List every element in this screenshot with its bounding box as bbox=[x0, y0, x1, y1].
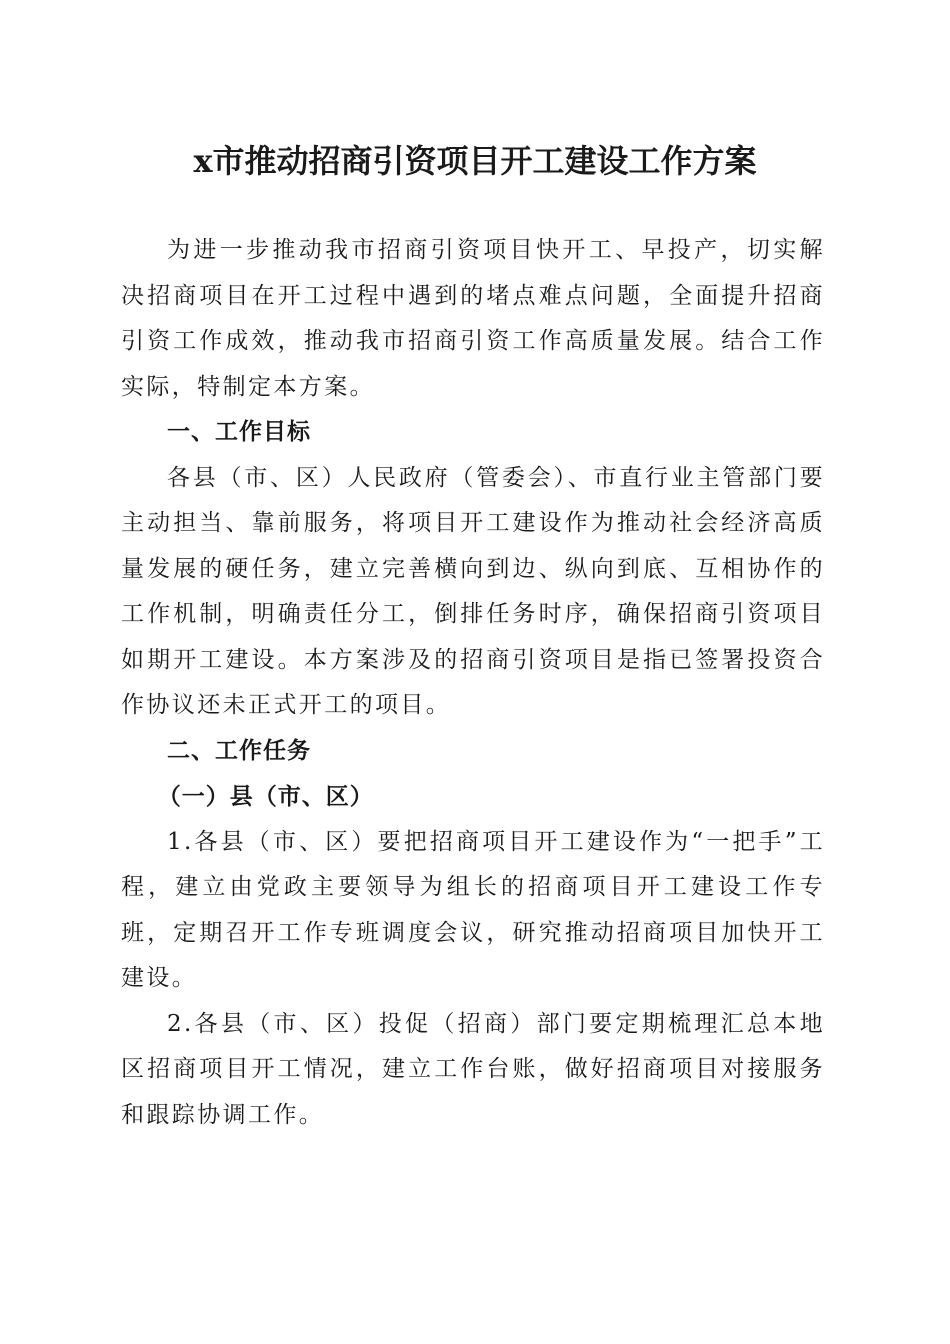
document-body bbox=[121, 228, 825, 1138]
section-heading-goals: 一、工作目标 bbox=[167, 419, 311, 445]
intro-paragraph: 为进一步推动我市招商引资项目快开工、早投产，切实解决招商项目在开工过程中遇到的堵点难点问题，全面提升招商引资工作成效，推动我市招商引资工作高质量发展。结合工作实际，特制定本方案。 bbox=[121, 237, 825, 400]
task-item-1: 1.各县（市、区）要把招商项目开工建设作为“一把手”工程，建立由党政主要领导为组长的招商项目开工建设工作专班，定期召开工作专班调度会议，研究推动招商项目加快开工建设。 bbox=[121, 828, 825, 991]
document-title: x市推动招商引资项目开工建设工作方案 bbox=[193, 142, 757, 180]
task-item-2: 2.各县（市、区）投促（招商）部门要定期梳理汇总本地区招商项目开工情况，建立工作台账，做好招商项目对接服务和跟踪协调工作。 bbox=[121, 1010, 825, 1128]
section-heading-tasks: 二、工作任务 bbox=[167, 737, 311, 764]
subsection-heading-counties: （一）县（市、区） bbox=[157, 783, 374, 810]
goals-paragraph: 各县（市、区）人民政府（管委会）、市直行业主管部门要主动担当、靠前服务，将项目开工建设作为推动社会经济高质量发展的硬任务，建立完善横向到边、纵向到底、互相协作的工作机制，明确责任分工，倒排任务时序，确保招商引资项目如期开工建设。本方案涉及的招商引资项目是指已签署投资合作协议还未正式开工的项目。 bbox=[121, 464, 825, 718]
